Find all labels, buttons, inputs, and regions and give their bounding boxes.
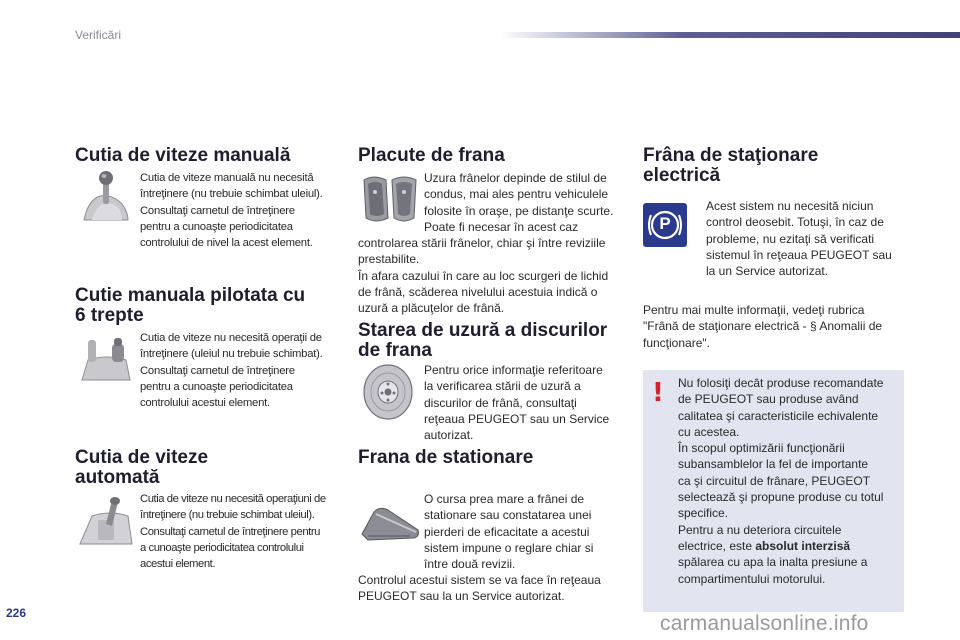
text-line: între două revizii. [424, 557, 516, 572]
brake-disc-icon [360, 362, 416, 422]
text-line: întreţinere (uleiul nu trebuie schimbat). [140, 348, 323, 361]
text-line: sistemul în reţeaua PEUGEOT sau [706, 247, 892, 262]
brake-pads-icon [360, 170, 422, 228]
parking-brake-title: Frana de stationare [358, 447, 534, 468]
brake-pads-text-right [424, 170, 624, 235]
more-info-text [643, 302, 913, 351]
text-line: uzură a plăcuţelor de frână. [358, 301, 505, 316]
piloted-gearbox-text [140, 330, 345, 411]
text-line: Consultaţi carnetul de întreţinere [140, 204, 295, 217]
text-line: Pentru orice informaţie referitoare [424, 363, 603, 377]
text-line: Pentru mai multe informaţii, vedeţi rubrica [643, 303, 865, 317]
text-line: O cursa prea mare a frânei de [424, 492, 585, 506]
text-line: Consultaţi carnetul de întreţinere pentru [140, 525, 320, 538]
text-span: electrice, este [678, 538, 756, 553]
text-line: subansamblelor la fel de importante [678, 457, 869, 472]
p-letter: P [659, 214, 671, 233]
text-line: În afara cazului în care au loc scurgeri de lichid [358, 268, 609, 283]
text-line: pierderi de eficacitate a acestui [424, 524, 590, 539]
text-line: selectează şi propune produse cu totul [678, 490, 884, 505]
text-line: Poate fi necesar în acest caz [424, 219, 579, 234]
parking-brake-p-icon [643, 203, 687, 247]
text-line: funcţionare". [643, 335, 710, 350]
watermark: carmanualsonline.info [660, 612, 869, 635]
text-line: pentru a cunoaşte periodicitatea [140, 220, 293, 233]
text-line: Acest sistem nu necesită niciun [706, 199, 874, 213]
text-line: a cunoaşte periodicitatea controlului [140, 541, 304, 554]
text-line: acestui element. [140, 558, 216, 571]
title-line: Cutia de viteze [75, 447, 209, 468]
text-line: stationare sau constatarea unei [424, 508, 592, 523]
text-line: Controlul acestui sistem se va face în reţeaua [358, 573, 601, 587]
automatic-lever-icon [76, 494, 136, 548]
text-line: control deosebit. Totuşi, în caz de [706, 215, 884, 230]
text-line: Consultaţi carnetul de întreţinere [140, 364, 295, 377]
text-line: Nu folosiţi decât produse recomandate [678, 376, 884, 390]
brake-pads-title: Placute de frana [358, 145, 505, 166]
brake-pads-text-full [358, 235, 628, 316]
automatic-gearbox-text [140, 491, 345, 572]
title-line: electrică [643, 165, 721, 186]
automatic-gearbox-title [75, 448, 208, 488]
text-line: specifice. [678, 506, 729, 521]
title-line: automată [75, 467, 160, 488]
text-line: autorizat. [424, 428, 474, 443]
text-line: PEUGEOT sau la un Service autorizat. [358, 589, 565, 604]
bold-emphasis: absolut interzisă [755, 538, 851, 553]
text-line: Pentru a nu deteriora circuitele [678, 522, 842, 537]
text-line: întreţinere (nu trebuie schimbat uleiul). [140, 188, 323, 201]
section-label: Verificări [75, 28, 122, 42]
brake-discs-title [358, 321, 607, 361]
text-line: controlului acestui element. [140, 397, 270, 410]
text-line: de PEUGEOT sau produse având [678, 392, 859, 407]
text-line: În scopul optimizării funcţionării [678, 441, 845, 456]
text-line: cu acestea. [678, 424, 740, 439]
manual-gearbox-text [140, 170, 345, 251]
brake-discs-text [424, 362, 624, 443]
parking-brake-lever-icon [360, 500, 422, 542]
text-line: calitatea şi caracteristicile echivalente [678, 408, 879, 423]
text-line: sistem impune o reglare chiar si [424, 540, 594, 555]
electric-parking-brake-text [706, 198, 906, 279]
warning-text [678, 375, 900, 587]
text-line: controlarea stării frânelor, chiar şi între reviziile [358, 236, 606, 250]
text-line: pentru a cunoaşte periodicitatea [140, 380, 293, 393]
parking-brake-text-full [358, 572, 628, 605]
text-line [678, 538, 900, 554]
gear-lever-icon [78, 170, 134, 224]
text-line: la verificarea stării de uzură a [424, 379, 581, 394]
text-line: Uzura frânelor depinde de stilul de [424, 171, 607, 185]
text-line: Cutia de viteze manuală nu necesită [140, 172, 314, 184]
piloted-lever-icon [78, 334, 134, 384]
text-line: "Frână de staţionare electrică - § Anomalii de [643, 319, 883, 334]
text-line: folosite în oraşe, pe distanţe scurte. [424, 203, 614, 218]
title-line: Cutie manuala pilotata cu [75, 285, 306, 306]
text-line: controlului de nivel la acest element. [140, 237, 313, 250]
text-line: probleme, nu ezitaţi să verificati [706, 231, 875, 246]
header-bar [500, 32, 960, 38]
text-line: ca şi circuitul de frânare, PEUGEOT [678, 473, 871, 488]
page-number: 226 [6, 606, 27, 620]
text-line: prestabilite. [358, 252, 420, 267]
text-line: spălarea cu apa la inalta presiune a [678, 555, 868, 570]
manual-gearbox-title: Cutia de viteze manuală [75, 145, 291, 166]
piloted-gearbox-title [75, 286, 305, 326]
text-line: condus, mai ales pentru vehiculele [424, 187, 609, 202]
title-line: Starea de uzură a discurilor [358, 320, 608, 341]
title-line: 6 trepte [75, 305, 144, 326]
text-line: compartimentului motorului. [678, 571, 826, 586]
title-line: de frana [358, 340, 432, 361]
parking-brake-text-right [424, 491, 624, 572]
warning-exclamation-icon: ! [652, 378, 664, 408]
text-line: Cutia de viteze nu necesită operaţii de [140, 332, 322, 344]
text-line: Cutia de viteze nu necesită operaţiuni de [140, 493, 326, 505]
text-line: de frână, scăderea nivelului acestuia indică o [358, 284, 598, 299]
text-line: reţeaua PEUGEOT sau un Service [424, 411, 610, 426]
title-line: Frâna de staţionare [643, 145, 819, 166]
electric-parking-brake-title [643, 146, 818, 186]
text-line: discurilor de frână, consultaţi [424, 395, 577, 410]
text-line: întreţinere (nu trebuie schimbat uleiul). [140, 509, 315, 522]
text-line: la un Service autorizat. [706, 264, 829, 279]
